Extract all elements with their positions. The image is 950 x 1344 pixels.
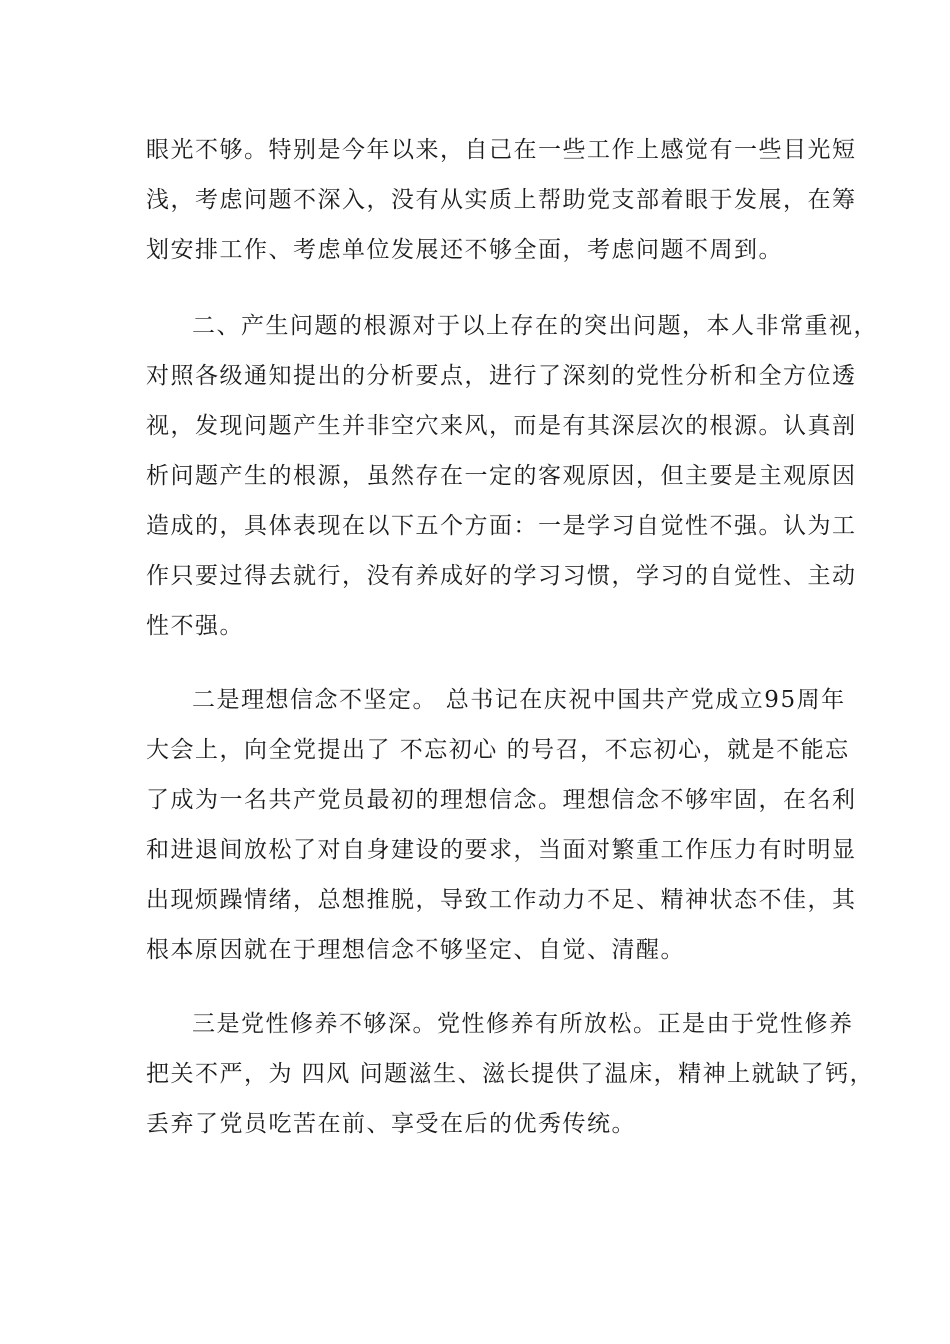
paragraph-line: 视，发现问题产生并非空穴来风，而是有其深层次的根源。认真剖 [146, 413, 857, 439]
paragraph-line: 和进退间放松了对自身建设的要求，当面对繁重工作压力有时明显 [146, 837, 857, 863]
paragraph-line: 把关不严，为 四风 问题滋生、滋长提供了温床，精神上就缺了钙， [146, 1061, 875, 1087]
paragraph-line: 浅，考虑问题不深入，没有从实质上帮助党支部着眼于发展，在筹 [146, 187, 857, 213]
paragraph-line: 根本原因就在于理想信念不够坚定、自觉、清醒。 [146, 937, 685, 963]
paragraph-line: 出现烦躁情绪，总想推脱，导致工作动力不足、精神状态不佳，其 [146, 887, 857, 913]
paragraph-line: 眼光不够。特别是今年以来，自己在一些工作上感觉有一些目光短 [146, 137, 857, 163]
paragraph-line: 性不强。 [146, 613, 244, 639]
paragraph-line: 划安排工作、考虑单位发展还不够全面，考虑问题不周到。 [146, 237, 783, 263]
paragraph-line: 二是理想信念不坚定。 总书记在庆祝中国共产党成立95周年 [192, 687, 846, 713]
paragraph-line: 析问题产生的根源，虽然存在一定的客观原因，但主要是主观原因 [146, 463, 857, 489]
paragraph-line: 二、产生问题的根源对于以上存在的突出问题，本人非常重视， [192, 313, 878, 339]
paragraph-line: 对照各级通知提出的分析要点，进行了深刻的党性分析和全方位透 [146, 363, 857, 389]
paragraph-line: 了成为一名共产党员最初的理想信念。理想信念不够牢固，在名利 [146, 787, 857, 813]
paragraph-line: 作只要过得去就行，没有养成好的学习习惯，学习的自觉性、主动 [146, 563, 857, 589]
paragraph-line: 大会上，向全党提出了 不忘初心 的号召，不忘初心，就是不能忘 [146, 737, 850, 763]
paragraph-line: 造成的，具体表现在以下五个方面：一是学习自觉性不强。认为工 [146, 513, 857, 539]
paragraph-line: 三是党性修养不够深。党性修养有所放松。正是由于党性修养 [192, 1011, 854, 1037]
paragraph-line: 丢弃了党员吃苦在前、享受在后的优秀传统。 [146, 1111, 636, 1137]
